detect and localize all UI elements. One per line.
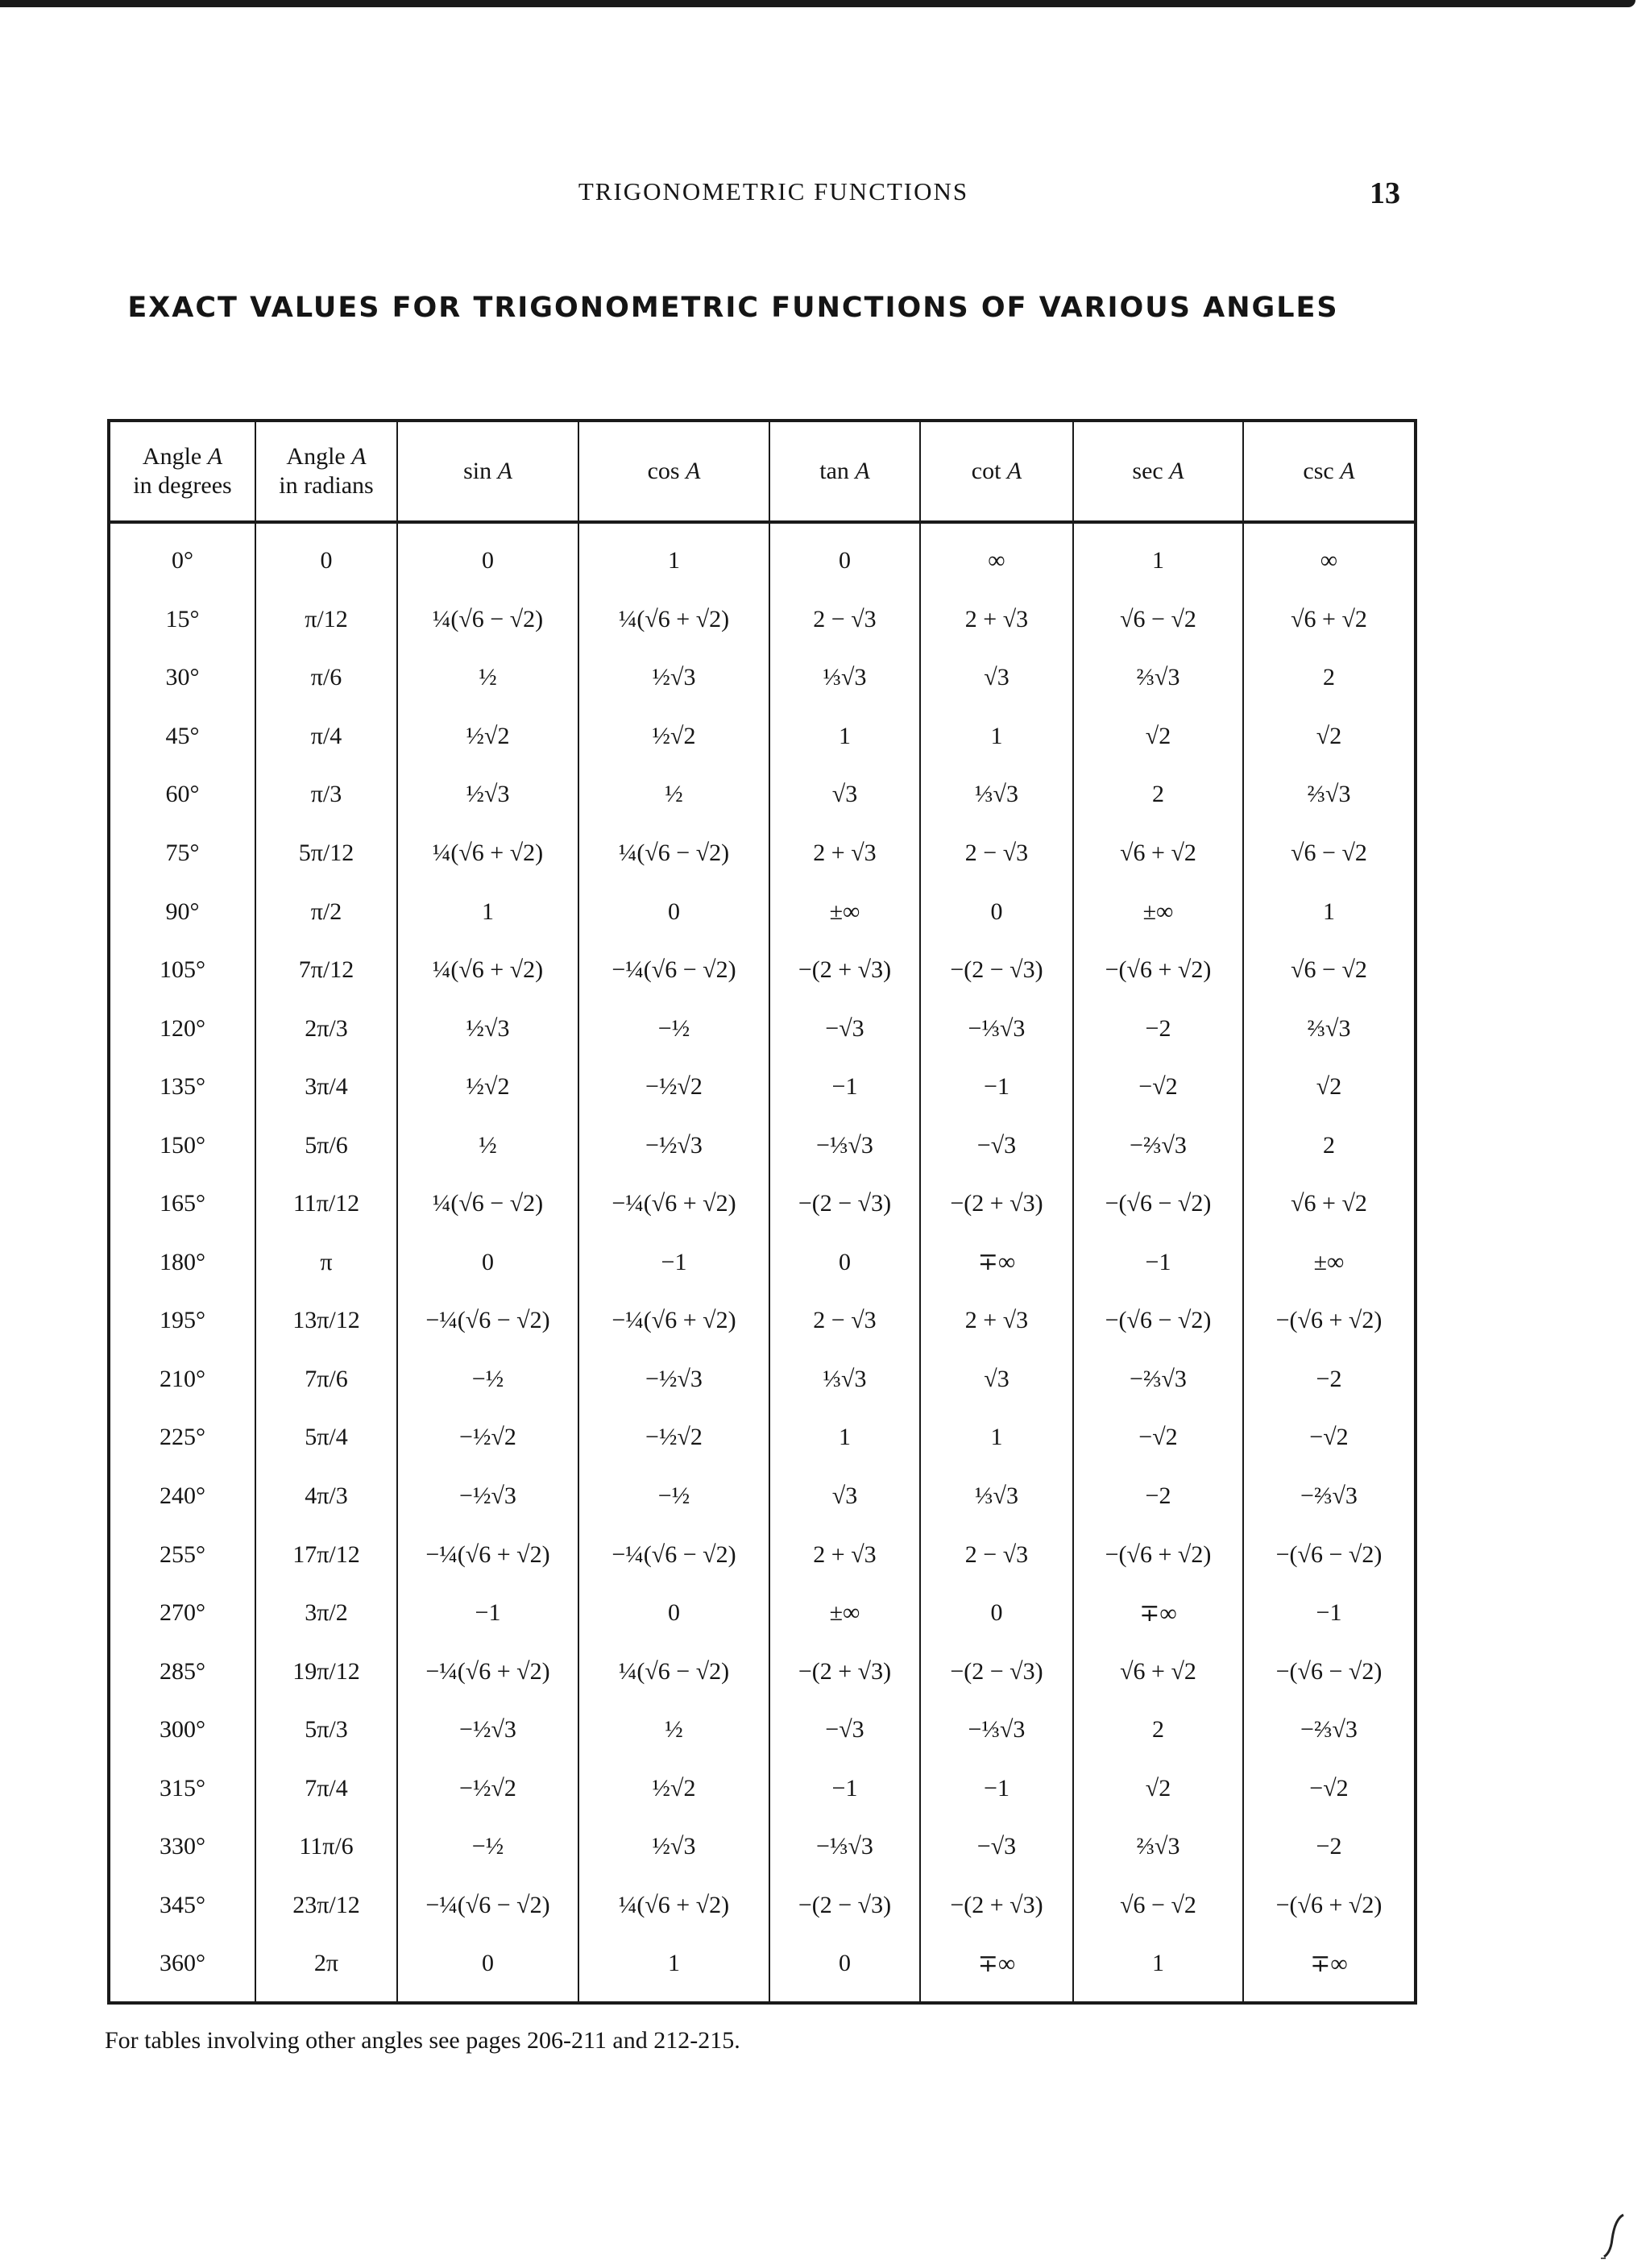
cell-cos: ½√2 xyxy=(578,1760,769,1818)
cell-radians: 13π/12 xyxy=(255,1292,397,1350)
cell-tan: 2 + √3 xyxy=(769,1525,920,1584)
cell-sin: ½√3 xyxy=(397,765,578,824)
cell-degrees: 60° xyxy=(110,765,255,824)
cell-degrees: 285° xyxy=(110,1642,255,1701)
cell-sin: ½√3 xyxy=(397,999,578,1058)
cell-csc: −2 xyxy=(1316,1365,1342,1392)
table-row xyxy=(110,1292,1414,1350)
cell-radians: 5π/4 xyxy=(255,1408,397,1467)
cell-csc: −1 xyxy=(1316,1599,1342,1627)
cell-radians: 5π/6 xyxy=(255,1116,397,1175)
table-row xyxy=(110,591,1414,649)
cell-radians: π/6 xyxy=(255,649,397,707)
cell-sec: √6 + √2 xyxy=(1073,1642,1243,1701)
cell-radians: 11π/12 xyxy=(255,1175,397,1234)
page-header xyxy=(0,177,1650,226)
cell-sin: 0 xyxy=(397,1234,578,1292)
cell-sin: −½√3 xyxy=(397,1701,578,1760)
cell-degrees: 135° xyxy=(110,1058,255,1117)
cell-sin: ½√2 xyxy=(397,1058,578,1117)
table-title: EXACT VALUES FOR TRIGONOMETRIC FUNCTIONS OF VARIOUS ANGLES xyxy=(127,292,1339,324)
cell-sec: 2 xyxy=(1073,1701,1243,1760)
cell-tan: −√3 xyxy=(769,1701,920,1760)
table-row xyxy=(110,1058,1414,1117)
cell-degrees: 90° xyxy=(110,882,255,941)
cell-tan: 0 xyxy=(769,532,920,591)
cell-radians: 7π/6 xyxy=(255,1350,397,1409)
cell-cos: ½ xyxy=(578,765,769,824)
cell-sin: 1 xyxy=(397,882,578,941)
cell-radians: 11π/6 xyxy=(255,1818,397,1876)
cell-radians: 17π/12 xyxy=(255,1525,397,1584)
cell-csc: −2 xyxy=(1316,1833,1342,1860)
cell-tan: ±∞ xyxy=(769,1584,920,1643)
cell-sec: −(√6 + √2) xyxy=(1073,941,1243,1000)
cell-cot: √3 xyxy=(920,649,1073,707)
header-row xyxy=(110,422,1414,522)
cell-cos: ¼(√6 − √2) xyxy=(578,824,769,883)
col-header-sin: sin A xyxy=(397,422,578,522)
cell-cos: −½√3 xyxy=(578,1116,769,1175)
cell-csc: ±∞ xyxy=(1313,1248,1345,1275)
cell-sin: −¼(√6 + √2) xyxy=(397,1525,578,1584)
cell-radians: 4π/3 xyxy=(255,1467,397,1526)
cell-csc: −√2 xyxy=(1309,1424,1349,1451)
cell-cos: −½√2 xyxy=(578,1058,769,1117)
cell-sin: −½√2 xyxy=(397,1408,578,1467)
cell-degrees: 210° xyxy=(110,1350,255,1409)
table-row xyxy=(110,1408,1414,1467)
cell-sec: −√2 xyxy=(1073,1408,1243,1467)
cell-sec: −⅔√3 xyxy=(1073,1350,1243,1409)
cell-cot: −1 xyxy=(920,1760,1073,1818)
cell-sin: 0 xyxy=(397,532,578,591)
cell-cos: −½ xyxy=(578,1467,769,1526)
cell-cot: 1 xyxy=(920,1408,1073,1467)
cell-radians: π xyxy=(255,1234,397,1292)
table-row xyxy=(110,999,1414,1058)
cell-degrees: 75° xyxy=(110,824,255,883)
cell-tan: −√3 xyxy=(769,999,920,1058)
table-row xyxy=(110,1525,1414,1584)
cell-sec: −(√6 − √2) xyxy=(1073,1175,1243,1234)
cell-cot: ∓∞ xyxy=(920,1234,1073,1292)
cell-cot: 0 xyxy=(920,882,1073,941)
cell-cot: 2 + √3 xyxy=(920,591,1073,649)
cell-tan: −(2 − √3) xyxy=(769,1175,920,1234)
cell-cos: ½ xyxy=(578,1701,769,1760)
cell-cot: −(2 − √3) xyxy=(920,941,1073,1000)
cell-tan: √3 xyxy=(769,1467,920,1526)
cell-cot: 2 − √3 xyxy=(920,824,1073,883)
table-row xyxy=(110,1175,1414,1234)
cell-radians: 2π xyxy=(255,1934,397,1993)
cell-cos: −½√3 xyxy=(578,1350,769,1409)
cell-radians: π/4 xyxy=(255,707,397,766)
cell-cot: 2 − √3 xyxy=(920,1525,1073,1584)
cell-cot: 1 xyxy=(920,707,1073,766)
cell-cos: ½√3 xyxy=(578,649,769,707)
cell-sec: −(√6 + √2) xyxy=(1073,1525,1243,1584)
cell-sec: √6 − √2 xyxy=(1073,591,1243,649)
cell-cos: ½√2 xyxy=(578,707,769,766)
cell-cos: 1 xyxy=(578,1934,769,1993)
cell-sec: −√2 xyxy=(1073,1058,1243,1117)
cell-sec: √2 xyxy=(1073,1760,1243,1818)
cell-cot: ∞ xyxy=(920,532,1073,591)
cell-csc: −(√6 + √2) xyxy=(1275,1307,1383,1334)
cell-degrees: 0° xyxy=(110,532,255,591)
cell-radians: 5π/3 xyxy=(255,1701,397,1760)
table-row xyxy=(110,532,1414,591)
cell-sec: ±∞ xyxy=(1073,882,1243,941)
table-row xyxy=(110,1876,1414,1935)
cell-cot: −1 xyxy=(920,1058,1073,1117)
cell-sin: −½ xyxy=(397,1350,578,1409)
table-row xyxy=(110,1116,1414,1175)
cell-radians: 3π/4 xyxy=(255,1058,397,1117)
cell-sec: √2 xyxy=(1073,707,1243,766)
cell-cos: −¼(√6 − √2) xyxy=(578,941,769,1000)
cell-sin: ½√2 xyxy=(397,707,578,766)
cell-cot: −⅓√3 xyxy=(920,999,1073,1058)
cell-sin: −½√2 xyxy=(397,1760,578,1818)
col-header-radians: Angle A in radians xyxy=(255,422,397,522)
cell-csc: √6 − √2 xyxy=(1291,956,1367,984)
cell-tan: √3 xyxy=(769,765,920,824)
top-rule xyxy=(0,0,1635,7)
cell-csc: ⅔√3 xyxy=(1307,781,1351,808)
cell-tan: 2 + √3 xyxy=(769,824,920,883)
table-body xyxy=(110,522,1414,2001)
cell-cos: 1 xyxy=(578,532,769,591)
cell-tan: 0 xyxy=(769,1234,920,1292)
cell-cos: 0 xyxy=(578,882,769,941)
cell-csc: 2 xyxy=(1323,664,1335,691)
cell-sin: ¼(√6 − √2) xyxy=(397,1175,578,1234)
cell-sin: ¼(√6 + √2) xyxy=(397,941,578,1000)
cell-sin: −½√3 xyxy=(397,1467,578,1526)
cell-cot: −√3 xyxy=(920,1818,1073,1876)
cell-radians: 3π/2 xyxy=(255,1584,397,1643)
cell-radians: 0 xyxy=(255,532,397,591)
cell-csc: ∞ xyxy=(1320,547,1338,574)
table-row xyxy=(110,649,1414,707)
cell-csc: −⅔√3 xyxy=(1300,1716,1358,1743)
pencil-mark xyxy=(1599,2212,1631,2260)
cell-sec: ∓∞ xyxy=(1073,1584,1243,1643)
table-row xyxy=(110,1701,1414,1760)
cell-csc: √2 xyxy=(1316,722,1342,749)
cell-cot: ⅓√3 xyxy=(920,765,1073,824)
cell-sin: ½ xyxy=(397,1116,578,1175)
cell-cot: 2 + √3 xyxy=(920,1292,1073,1350)
cell-cos: −¼(√6 − √2) xyxy=(578,1525,769,1584)
cell-degrees: 345° xyxy=(110,1876,255,1935)
cell-degrees: 120° xyxy=(110,999,255,1058)
cell-cos: ¼(√6 + √2) xyxy=(578,1876,769,1935)
table-row xyxy=(110,1584,1414,1643)
cell-sin: −1 xyxy=(397,1584,578,1643)
cell-radians: 7π/12 xyxy=(255,941,397,1000)
cell-degrees: 270° xyxy=(110,1584,255,1643)
cell-sin: −½ xyxy=(397,1818,578,1876)
cell-tan: 1 xyxy=(769,1408,920,1467)
cell-degrees: 105° xyxy=(110,941,255,1000)
table-row xyxy=(110,882,1414,941)
cell-radians: π/12 xyxy=(255,591,397,649)
cell-degrees: 180° xyxy=(110,1234,255,1292)
cell-radians: 7π/4 xyxy=(255,1760,397,1818)
cell-tan: ±∞ xyxy=(769,882,920,941)
cell-cos: −1 xyxy=(578,1234,769,1292)
table-row xyxy=(110,1818,1414,1876)
table-row xyxy=(110,1467,1414,1526)
cell-degrees: 45° xyxy=(110,707,255,766)
cell-tan: −⅓√3 xyxy=(769,1116,920,1175)
cell-csc: −√2 xyxy=(1309,1774,1349,1802)
cell-csc: −(√6 − √2) xyxy=(1275,1540,1383,1568)
cell-tan: ⅓√3 xyxy=(769,649,920,707)
cell-degrees: 165° xyxy=(110,1175,255,1234)
cell-csc: −⅔√3 xyxy=(1300,1482,1358,1510)
cell-sec: 1 xyxy=(1073,532,1243,591)
footnote: For tables involving other angles see pages 206-211 and 212-215. xyxy=(105,2027,740,2054)
cell-sin: 0 xyxy=(397,1934,578,1993)
cell-cos: −½√2 xyxy=(578,1408,769,1467)
cell-sec: 1 xyxy=(1073,1934,1243,1993)
cell-csc: √6 − √2 xyxy=(1291,840,1367,867)
cell-radians: 23π/12 xyxy=(255,1876,397,1935)
cell-csc: 1 xyxy=(1323,898,1335,925)
cell-degrees: 30° xyxy=(110,649,255,707)
cell-cos: ¼(√6 − √2) xyxy=(578,1642,769,1701)
cell-csc: √2 xyxy=(1316,1073,1342,1101)
cell-sin: ½ xyxy=(397,649,578,707)
table-row xyxy=(110,941,1414,1000)
table-row xyxy=(110,1760,1414,1818)
cell-sec: ⅔√3 xyxy=(1073,1818,1243,1876)
table-row xyxy=(110,765,1414,824)
cell-degrees: 150° xyxy=(110,1116,255,1175)
cell-sec: 2 xyxy=(1073,765,1243,824)
cell-sec: −2 xyxy=(1073,999,1243,1058)
cell-sec: ⅔√3 xyxy=(1073,649,1243,707)
cell-csc: 2 xyxy=(1323,1131,1335,1159)
cell-degrees: 315° xyxy=(110,1760,255,1818)
table-row xyxy=(110,1934,1414,1993)
cell-sec: −2 xyxy=(1073,1467,1243,1526)
cell-radians: π/3 xyxy=(255,765,397,824)
cell-cos: 0 xyxy=(578,1584,769,1643)
cell-cos: ½√3 xyxy=(578,1818,769,1876)
cell-sec: −1 xyxy=(1073,1234,1243,1292)
cell-cot: −⅓√3 xyxy=(920,1701,1073,1760)
table-row xyxy=(110,824,1414,883)
cell-tan: −1 xyxy=(769,1760,920,1818)
cell-cos: −¼(√6 + √2) xyxy=(578,1292,769,1350)
cell-tan: −(2 − √3) xyxy=(769,1876,920,1935)
cell-tan: −1 xyxy=(769,1058,920,1117)
col-header-cot: cot A xyxy=(920,422,1073,522)
cell-tan: −⅓√3 xyxy=(769,1818,920,1876)
cell-degrees: 255° xyxy=(110,1525,255,1584)
cell-sec: √6 + √2 xyxy=(1073,824,1243,883)
cell-csc: ⅔√3 xyxy=(1307,1014,1351,1042)
cell-cot: −(2 + √3) xyxy=(920,1876,1073,1935)
col-header-sec: sec A xyxy=(1073,422,1243,522)
cell-degrees: 240° xyxy=(110,1467,255,1526)
cell-csc: −(√6 + √2) xyxy=(1275,1891,1383,1918)
cell-cot: ∓∞ xyxy=(920,1934,1073,1993)
cell-radians: 2π/3 xyxy=(255,999,397,1058)
cell-tan: 2 − √3 xyxy=(769,591,920,649)
col-header-tan: tan A xyxy=(769,422,920,522)
cell-sin: ¼(√6 − √2) xyxy=(397,591,578,649)
col-header-csc: csc A xyxy=(1243,422,1414,522)
cell-radians: π/2 xyxy=(255,882,397,941)
cell-sec: √6 − √2 xyxy=(1073,1876,1243,1935)
table-row xyxy=(110,1350,1414,1409)
cell-cos: −½ xyxy=(578,999,769,1058)
cell-radians: 19π/12 xyxy=(255,1642,397,1701)
cell-cos: ¼(√6 + √2) xyxy=(578,591,769,649)
cell-cot: −(2 − √3) xyxy=(920,1642,1073,1701)
cell-tan: 0 xyxy=(769,1934,920,1993)
table-row xyxy=(110,707,1414,766)
table-row xyxy=(110,1234,1414,1292)
cell-degrees: 360° xyxy=(110,1934,255,1993)
cell-cot: 0 xyxy=(920,1584,1073,1643)
cell-degrees: 225° xyxy=(110,1408,255,1467)
col-header-degrees: Angle A in degrees xyxy=(110,422,255,522)
page-number: 13 xyxy=(1370,176,1400,210)
col-header-cos: cos A xyxy=(578,422,769,522)
cell-sin: −¼(√6 + √2) xyxy=(397,1642,578,1701)
table-row xyxy=(110,1642,1414,1701)
running-title: TRIGONOMETRIC FUNCTIONS xyxy=(578,177,969,205)
cell-csc: ∓∞ xyxy=(1310,1950,1348,1977)
cell-degrees: 15° xyxy=(110,591,255,649)
cell-radians: 5π/12 xyxy=(255,824,397,883)
cell-cot: √3 xyxy=(920,1350,1073,1409)
cell-sec: −⅔√3 xyxy=(1073,1116,1243,1175)
cell-tan: −(2 + √3) xyxy=(769,1642,920,1701)
cell-tan: 1 xyxy=(769,707,920,766)
cell-cot: −(2 + √3) xyxy=(920,1175,1073,1234)
cell-cot: −√3 xyxy=(920,1116,1073,1175)
cell-csc: −(√6 − √2) xyxy=(1275,1657,1383,1685)
cell-sin: ¼(√6 + √2) xyxy=(397,824,578,883)
cell-degrees: 300° xyxy=(110,1701,255,1760)
cell-degrees: 330° xyxy=(110,1818,255,1876)
cell-tan: 2 − √3 xyxy=(769,1292,920,1350)
cell-cos: −¼(√6 + √2) xyxy=(578,1175,769,1234)
cell-csc: √6 + √2 xyxy=(1291,1190,1367,1217)
cell-sec: −(√6 − √2) xyxy=(1073,1292,1243,1350)
cell-cot: ⅓√3 xyxy=(920,1467,1073,1526)
cell-tan: −(2 + √3) xyxy=(769,941,920,1000)
cell-tan: ⅓√3 xyxy=(769,1350,920,1409)
cell-sin: −¼(√6 − √2) xyxy=(397,1876,578,1935)
cell-csc: √6 + √2 xyxy=(1291,605,1367,632)
cell-degrees: 195° xyxy=(110,1292,255,1350)
trig-values-table xyxy=(107,419,1417,2005)
cell-sin: −¼(√6 − √2) xyxy=(397,1292,578,1350)
